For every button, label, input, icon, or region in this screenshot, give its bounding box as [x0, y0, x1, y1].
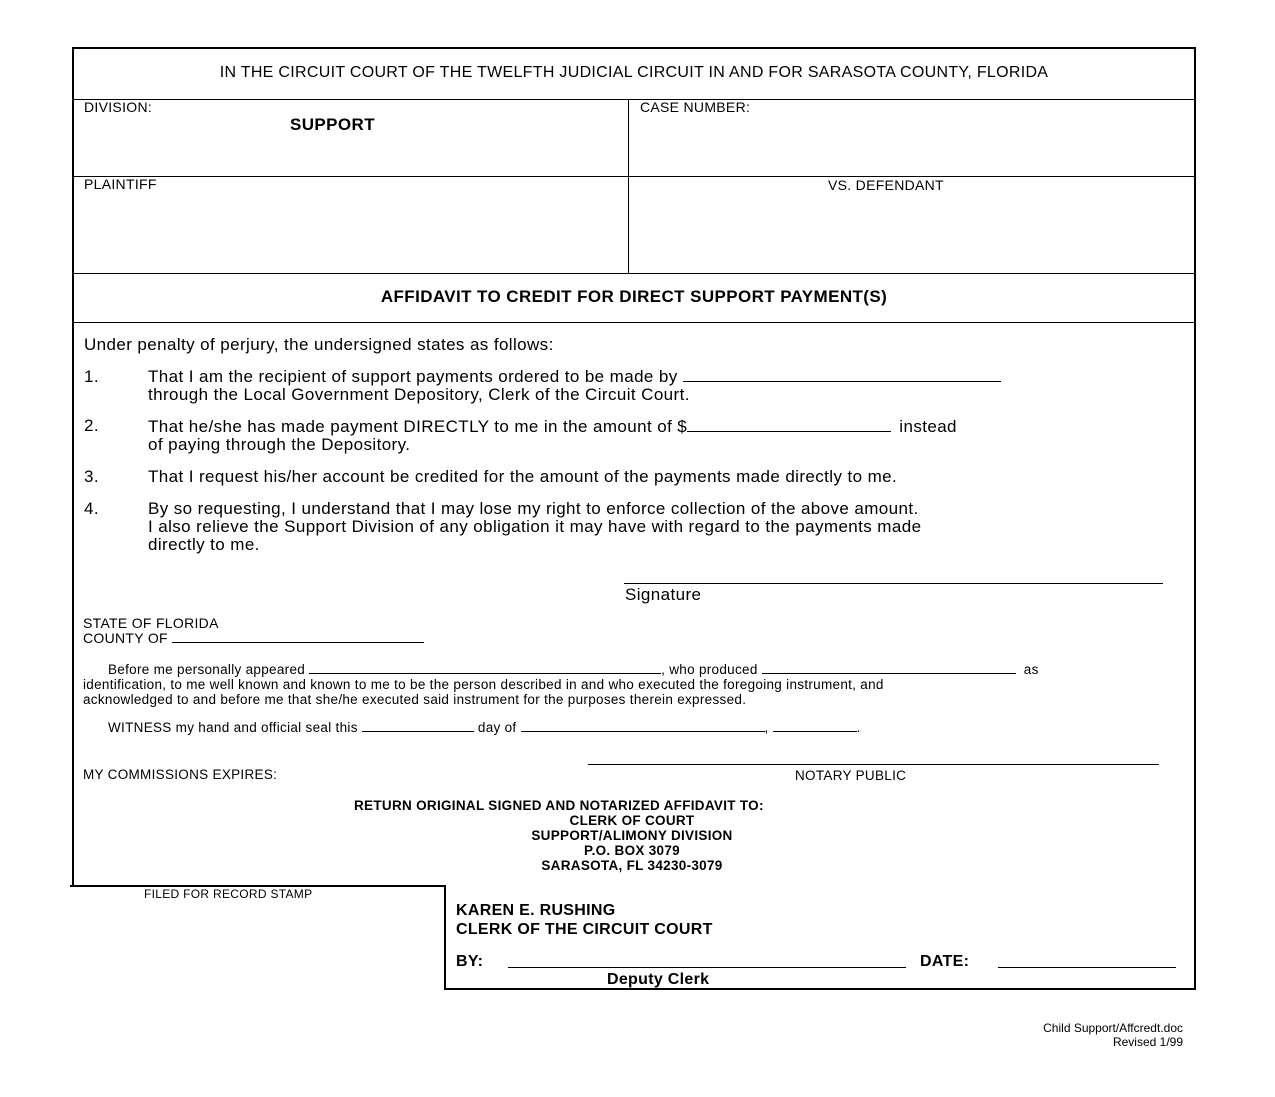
return-line-3: P.O. BOX 3079 [584, 843, 680, 858]
signature-line[interactable] [624, 583, 1163, 584]
clerk-name: KAREN E. RUSHING [456, 902, 616, 919]
witness-month-blank[interactable] [521, 719, 765, 732]
filed-stamp-label: FILED FOR RECORD STAMP [144, 887, 313, 901]
witness-text: WITNESS my hand and official seal this [108, 720, 358, 735]
item-4-line3: directly to me. [148, 535, 260, 554]
notary-line3: acknowledged to and before me that she/he executed said instrument for the purposes therein expressed. [83, 692, 747, 707]
witness-line [108, 719, 861, 735]
rule-header [72, 99, 1196, 100]
intro-text: Under penalty of perjury, the undersigned states as follows: [84, 335, 554, 354]
plaintiff-label: PLAINTIFF [84, 176, 157, 192]
return-line-1: CLERK OF COURT [569, 813, 695, 828]
county-blank[interactable] [172, 630, 424, 643]
item-4-line1: By so requesting, I understand that I may lose my right to enforce collection of the above amount. [148, 499, 919, 518]
witness-year-blank[interactable] [773, 719, 857, 732]
frame-stamp-divider [444, 885, 446, 990]
affidavit-title: AFFIDAVIT TO CREDIT FOR DIRECT SUPPORT PAYMENT(S) [380, 287, 888, 306]
period-text: . [856, 720, 861, 735]
payor-name-blank[interactable] [683, 369, 1001, 382]
date-line[interactable] [998, 967, 1176, 968]
rule-title [72, 322, 1196, 323]
amount-blank[interactable] [687, 419, 891, 432]
signature-label: Signature [625, 585, 702, 604]
item-1-number: 1. [84, 367, 99, 386]
by-signature-line[interactable] [508, 967, 906, 968]
deputy-clerk-label: Deputy Clerk [607, 971, 710, 988]
before-me-text: Before me personally appeared [108, 662, 306, 677]
day-of-text: day of [477, 720, 517, 735]
return-line-2: SUPPORT/ALIMONY DIVISION [531, 828, 733, 843]
frame-top [72, 47, 1196, 49]
item-2-instead: instead [899, 417, 957, 436]
comma-text: , [764, 720, 769, 735]
frame-left [72, 47, 74, 887]
frame-bottom-right [444, 988, 1196, 990]
as-text: as [1023, 662, 1039, 677]
commission-label: MY COMMISSIONS EXPIRES: [83, 767, 278, 782]
identification-blank[interactable] [762, 661, 1016, 674]
footer-doc: Child Support/Affcredt.doc [1043, 1021, 1183, 1035]
item-3-number: 3. [84, 467, 99, 486]
footer-revised: Revised 1/99 [1112, 1035, 1183, 1049]
rule-column [628, 99, 629, 274]
notary-signature-line[interactable] [588, 764, 1159, 765]
by-label: BY: [456, 953, 484, 970]
notary-public-label: NOTARY PUBLIC [795, 768, 907, 783]
division-label: DIVISION: [84, 99, 153, 115]
item-2-line1 [148, 417, 957, 437]
clerk-title: CLERK OF THE CIRCUIT COURT [456, 921, 713, 938]
county-label: COUNTY OF [83, 630, 168, 646]
who-produced-text: , who produced [661, 662, 758, 677]
notary-line2: identification, to me well known and known to me to be the person described in and who executed the foregoing instrument, and [83, 677, 884, 692]
county-row [83, 630, 424, 646]
frame-right [1194, 47, 1196, 990]
court-header: IN THE CIRCUIT COURT OF THE TWELFTH JUDICIAL CIRCUIT IN AND FOR SARASOTA COUNTY, FLORIDA [219, 64, 1049, 81]
item-2-text: That he/she has made payment DIRECTLY to me in the amount of $ [148, 417, 688, 436]
case-number-label: CASE NUMBER: [640, 99, 751, 115]
defendant-label: VS. DEFENDANT [828, 177, 944, 193]
item-2-line2: of paying through the Depository. [148, 435, 411, 454]
item-2-number: 2. [84, 416, 99, 435]
appeared-name-blank[interactable] [309, 661, 661, 674]
rule-division [72, 176, 1196, 177]
item-1-line2: through the Local Government Depository, Clerk of the Circuit Court. [148, 385, 690, 404]
item-3-line1: That I request his/her account be credited for the amount of the payments made directly to me. [148, 467, 898, 486]
item-4-line2: I also relieve the Support Division of any obligation it may have with regard to the payments made [148, 517, 922, 536]
return-heading: RETURN ORIGINAL SIGNED AND NOTARIZED AFFIDAVIT TO: [354, 798, 764, 813]
item-1-line1 [148, 367, 1001, 387]
rule-parties [72, 273, 1196, 274]
division-value: SUPPORT [290, 115, 375, 134]
return-line-4: SARASOTA, FL 34230-3079 [541, 858, 723, 873]
date-label: DATE: [920, 953, 970, 970]
state-label: STATE OF FLORIDA [83, 615, 219, 631]
item-1-text: That I am the recipient of support payments ordered to be made by [148, 367, 678, 386]
notary-line1 [108, 661, 1039, 677]
witness-day-blank[interactable] [362, 719, 474, 732]
item-4-number: 4. [84, 499, 99, 518]
